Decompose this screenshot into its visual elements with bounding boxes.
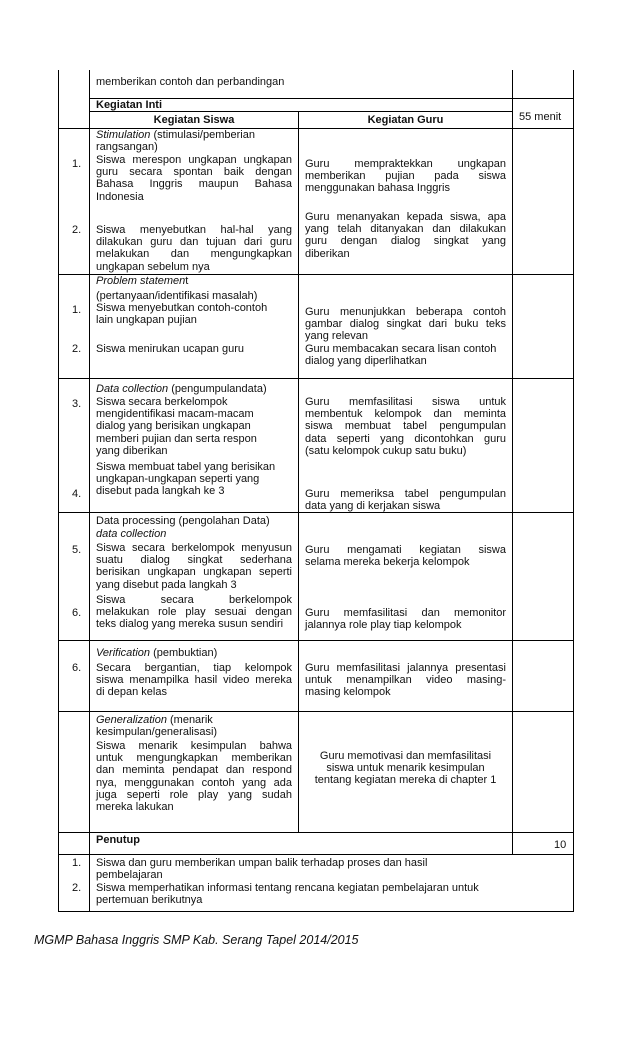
top-row-text: memberikan contoh dan perbandingan xyxy=(96,76,285,88)
column-header-guru: Kegiatan Guru xyxy=(367,114,444,126)
siswa-activity-2: Siswa menyebutkan hal-hal yang dilakukan guru dan tujuan dari guru melakukan dan mengungkapkan ungkapan sebelum nya xyxy=(96,224,292,273)
guru-activity-collection-1: Guru memfasilitasi siswa untuk membentuk kelompok dan meminta siswa membuat tabel pengumpulan data seperti yang dicontohkan guru (satu kelompok cukup satu buku) xyxy=(305,396,506,457)
row-number: 1. xyxy=(72,304,82,316)
siswa-activity-collection-1: Siswa secara berkelompok mengidentifikasi macam-macam dialog yang berisikan ungkapan memberi pujian dan serta respon yang diberikan xyxy=(96,396,257,457)
page-footer: MGMP Bahasa Inggris SMP Kab. Serang Tapel 2014/2015 xyxy=(34,933,359,947)
siswa-activity-verification: Secara bergantian, tiap kelompok siswa menampilka hasil video mereka di depan kelas xyxy=(96,662,292,699)
col-divider-number xyxy=(89,70,90,912)
row-line xyxy=(58,378,573,379)
guru-activity-problem-1: Guru menunjukkan beberapa contoh gambar dialog singkat dari buku teks yang relevan xyxy=(305,306,506,343)
section-title-inti: Kegiatan Inti xyxy=(96,99,163,111)
row-line xyxy=(58,640,573,641)
row-number: 6. xyxy=(72,662,82,674)
row-number: 5. xyxy=(72,544,82,556)
row-line xyxy=(58,854,573,855)
siswa-activity-collection-2: Siswa membuat tabel yang berisikan ungkapan-ungkapan seperti yang disebut pada langkah ke 3 xyxy=(96,461,276,498)
guru-activity-1: Guru mempraktekkan ungkapan memberikan pujian pada siswa menggunakan bahasa Inggris xyxy=(305,158,506,195)
heading-data-processing-line2: data collection xyxy=(96,528,167,540)
heading-generalization-line2: kesimpulan/generalisasi) xyxy=(96,726,218,738)
col-divider-duration xyxy=(512,70,513,854)
row-line xyxy=(512,128,573,129)
heading-problem-statement: Problem statement xyxy=(96,275,189,287)
siswa-activity-processing-2: Siswa secara berkelompok melakukan role play sesuai dengan teks dialog yang mereka susun sendiri xyxy=(96,594,292,631)
col-divider-siswa-guru xyxy=(298,111,299,832)
row-number: 2. xyxy=(72,882,82,894)
siswa-activity-problem-1: Siswa menyebutkan contoh-contoh lain ungkapan pujian xyxy=(96,302,268,327)
table-border-bottom xyxy=(58,911,574,912)
row-number: 2. xyxy=(72,343,82,355)
duration-penutup: 10 xyxy=(554,839,567,851)
row-number: 4. xyxy=(72,488,82,500)
section-title-penutup: Penutup xyxy=(96,834,140,846)
guru-activity-collection-2: Guru memeriksa tabel pengumpulan data yang di kerjakan siswa xyxy=(305,488,506,513)
guru-activity-verification: Guru memfasilitasi jalannya presentasi untuk menampilkan video masing- masing kelompok xyxy=(305,662,506,699)
siswa-activity-1: Siswa merespon ungkapan ungkapan guru secara spontan baik dengan Bahasa Inggris maupun Bahasa Indonesia xyxy=(96,154,292,203)
table-border-right xyxy=(573,70,574,912)
heading-problem-line2: (pertanyaan/identifikasi masalah) xyxy=(96,290,258,302)
heading-stimulation: Stimulation (stimulasi/pemberian xyxy=(96,129,255,141)
column-header-siswa: Kegiatan Siswa xyxy=(153,114,235,126)
row-number: 6. xyxy=(72,607,82,619)
siswa-activity-processing-1: Siswa secara berkelompok menyusun suatu dialog singkat sederhana berisikan ungkapan ungkapan seperti yang disebut pada langkah 3 xyxy=(96,542,292,591)
guru-activity-generalization: Guru memotivasi dan memfasilitasi siswa untuk menarik kesimpulan tentang kegiatan mereka di chapter 1 xyxy=(314,750,497,787)
row-number: 1. xyxy=(72,857,82,869)
siswa-activity-generalization: Siswa menarik kesimpulan bahwa untuk mengungkapkan memberikan dan meminta pendapat dan respond nya, menggunakan contoh yang ada juga seperti role play yang sudah mereka lakukan xyxy=(96,740,292,814)
row-number: 1. xyxy=(72,158,82,170)
guru-activity-2: Guru menanyakan kepada siswa, apa yang telah ditanyakan dan dilakukan guru dengan dialog singkat yang diberikan xyxy=(305,211,506,260)
table-border-left xyxy=(58,70,59,912)
row-line xyxy=(58,711,573,712)
heading-data-processing: Data processing (pengolahan Data) xyxy=(96,515,270,527)
heading-data-collection: Data collection (pengumpulandata) xyxy=(96,383,267,395)
heading-generalization: Generalization (menarik xyxy=(96,714,213,726)
row-line xyxy=(58,832,573,833)
guru-activity-processing-2: Guru memfasilitasi dan memonitor jalannya role play tiap kelompok xyxy=(305,607,506,632)
duration-inti: 55 menit xyxy=(519,111,562,123)
heading-stimulation-line2: rangsangan) xyxy=(96,141,158,153)
guru-activity-problem-2: Guru membacakan secara lisan contoh dialog yang diperlihatkan xyxy=(305,343,497,368)
heading-verification: Verification (pembuktian) xyxy=(96,647,218,659)
guru-activity-processing-1: Guru mengamati kegiatan siswa selama mereka bekerja kelompok xyxy=(305,544,506,569)
siswa-activity-problem-2: Siswa menirukan ucapan guru xyxy=(96,343,244,355)
row-number: 3. xyxy=(72,398,82,410)
penutup-activity-1: Siswa dan guru memberikan umpan balik terhadap proses dan hasil pembelajaran xyxy=(96,857,428,882)
penutup-activity-2: Siswa memperhatikan informasi tentang rencana kegiatan pembelajaran untuk pertemuan berikutnya xyxy=(96,882,479,907)
row-number: 2. xyxy=(72,224,82,236)
